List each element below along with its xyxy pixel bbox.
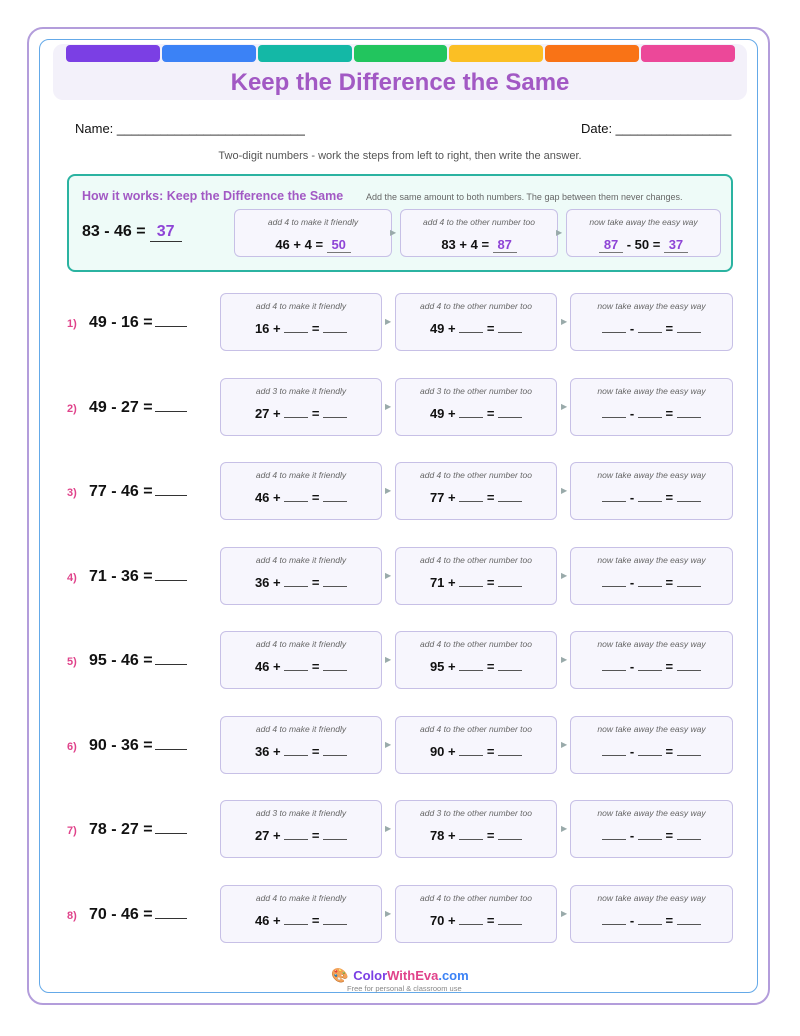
answer-blank[interactable]: [155, 652, 187, 665]
step-left: 46 +: [254, 659, 281, 674]
step-caption: add 4 to make it friendly: [255, 554, 347, 565]
problem-expression: 49 - 27 =: [89, 398, 153, 416]
arrow-right-icon: ▶: [385, 317, 392, 326]
blank[interactable]: [638, 660, 662, 671]
blank[interactable]: [677, 491, 701, 502]
step-caption: now take away the easy way: [597, 470, 706, 480]
step-2-box: [395, 462, 557, 520]
problem-expression: 95 - 46 =: [89, 652, 153, 669]
step-caption: now take away the easy way: [589, 217, 698, 227]
step-equation: 46 + =: [221, 659, 381, 674]
answer-blank[interactable]: [155, 821, 187, 834]
step-caption: add 4 to the other number too: [420, 301, 532, 311]
step-equation: [567, 237, 720, 253]
example-problem-text: 83 - 46 =: [82, 223, 146, 240]
step-2-box: [395, 800, 557, 858]
step-left: 95 +: [429, 659, 456, 674]
arrow-right-icon: ▶: [385, 486, 392, 495]
blank[interactable]: [638, 322, 662, 333]
step-equation: 77 + =: [396, 490, 556, 505]
step-left: 36 +: [254, 743, 281, 759]
step-left: 90 +: [429, 743, 456, 759]
blank[interactable]: [498, 322, 522, 333]
step-caption: add 4 to make it friendly: [255, 639, 347, 649]
blank[interactable]: [284, 829, 308, 840]
step-1-box: [220, 631, 382, 689]
footer: [0, 967, 800, 993]
step-caption: now take away the easy way: [597, 892, 706, 903]
step-equation: 46 + =: [221, 490, 381, 505]
problem-expression: 78 - 27 =: [89, 821, 153, 838]
step-1-box: [220, 716, 382, 774]
blank[interactable]: [323, 660, 347, 671]
blank[interactable]: [323, 491, 347, 502]
step-2-box: [395, 631, 557, 689]
brand-part: WithEva: [387, 968, 439, 983]
step-left: 78 +: [429, 828, 456, 843]
arrow-right-icon: ▶: [561, 908, 568, 918]
page-title: Keep the Difference the Same: [230, 69, 570, 96]
blank[interactable]: [602, 660, 626, 671]
step-equation: 36 + =: [221, 744, 381, 759]
blank[interactable]: [459, 660, 483, 671]
step-equation: 36 + =: [221, 575, 381, 590]
color-bar: [162, 45, 256, 62]
blank[interactable]: [459, 576, 483, 587]
step-3-box: [570, 800, 733, 858]
blank[interactable]: [323, 576, 347, 587]
blank[interactable]: [602, 491, 626, 502]
problem-number: 4): [67, 571, 77, 584]
blank[interactable]: [638, 491, 662, 502]
blank[interactable]: [323, 914, 347, 925]
step-equation: - =: [571, 406, 732, 421]
name-field[interactable]: Name: __________________________: [75, 121, 305, 136]
blank[interactable]: [459, 407, 483, 418]
example-step-1: [234, 209, 392, 257]
blank[interactable]: [638, 745, 662, 756]
step-equation: 27 + =: [221, 828, 381, 843]
problem-number: 7): [67, 825, 77, 837]
blank[interactable]: [677, 829, 701, 840]
step-equation: 95 + =: [396, 659, 556, 674]
blank[interactable]: [677, 322, 701, 333]
step-equation: - =: [571, 490, 732, 505]
problem-expression: 77 - 46 =: [89, 483, 153, 500]
blank[interactable]: [459, 914, 483, 925]
step-2-box: [395, 293, 557, 351]
arrow-right-icon: ▶: [561, 739, 568, 749]
brand-part: .com: [438, 968, 469, 983]
blank[interactable]: [498, 576, 522, 587]
step-2-box: [395, 378, 557, 436]
blank[interactable]: [284, 914, 308, 925]
step-caption: add 4 to make it friendly: [267, 217, 359, 227]
blank[interactable]: [323, 829, 347, 840]
step-caption: add 4 to the other number too: [420, 892, 532, 903]
problem-number: 2): [67, 402, 77, 415]
problem-expression: 49 - 16 =: [89, 314, 153, 331]
blank[interactable]: [677, 745, 701, 756]
date-field[interactable]: Date: ________________: [581, 121, 732, 136]
step-1-box: [220, 378, 382, 436]
arrow-right-icon: ▶: [385, 908, 392, 918]
problem-number: 1): [67, 318, 77, 330]
step-1-box: [220, 800, 382, 858]
step-result: 87: [493, 237, 517, 253]
problem-number: 6): [67, 740, 77, 753]
blank[interactable]: [638, 576, 662, 587]
color-bar: [545, 45, 639, 62]
step-left: 83 + 4 =: [441, 237, 490, 252]
step-equation: [401, 237, 557, 253]
color-bar: [258, 45, 352, 62]
blank[interactable]: [459, 829, 483, 840]
step-equation: - =: [571, 575, 732, 590]
blank[interactable]: [284, 322, 308, 333]
arrow-right-icon: ▶: [390, 228, 397, 237]
step-left: 27 +: [254, 405, 281, 421]
example-step-2: [400, 209, 558, 257]
step-equation: - =: [571, 828, 732, 843]
example-title: How it works: Keep the Difference the Same: [82, 189, 344, 203]
step-caption: add 4 to make it friendly: [255, 892, 347, 903]
step-3-box: [570, 885, 733, 943]
step-3-box: [570, 716, 733, 774]
example-box: [67, 174, 733, 272]
problem-number: 5): [67, 656, 77, 668]
step-left: 70 +: [429, 912, 456, 928]
step-equation: 46 + =: [221, 913, 381, 928]
blank[interactable]: [602, 407, 626, 418]
step-2-box: [395, 885, 557, 943]
step-caption: add 3 to the other number too: [420, 808, 532, 818]
brand-part: Color: [353, 968, 388, 983]
arrow-right-icon: ▶: [561, 486, 568, 495]
step-left: 46 + 4 =: [275, 237, 324, 252]
step-equation: 27 + =: [221, 406, 381, 421]
problem-number: 3): [67, 487, 77, 499]
step-equation: 90 + =: [396, 744, 556, 759]
step-caption: now take away the easy way: [597, 554, 706, 565]
blank[interactable]: [602, 745, 626, 756]
step-caption: add 4 to the other number too: [420, 554, 532, 565]
palette-icon: 🎨: [331, 967, 349, 983]
arrow-right-icon: ▶: [385, 824, 392, 833]
brand-logo: [353, 968, 468, 983]
step-caption: add 4 to the other number too: [420, 470, 532, 480]
step-first: 87: [599, 237, 623, 253]
problem-text: [89, 399, 187, 417]
blank[interactable]: [459, 491, 483, 502]
step-equation: [235, 237, 391, 253]
step-caption: add 4 to the other number too: [420, 639, 532, 649]
blank[interactable]: [677, 407, 701, 418]
answer-blank[interactable]: [155, 568, 187, 581]
blank[interactable]: [677, 576, 701, 587]
blank[interactable]: [284, 745, 308, 756]
blank[interactable]: [677, 914, 701, 925]
step-3-box: [570, 547, 733, 605]
answer-blank[interactable]: [155, 906, 187, 919]
problem-text: [89, 906, 187, 924]
step-caption: now take away the easy way: [597, 385, 706, 396]
blank[interactable]: [498, 829, 522, 840]
step-left: 49 +: [429, 405, 456, 421]
step-2-box: [395, 716, 557, 774]
step-left: 46 +: [254, 912, 281, 928]
blank[interactable]: [602, 576, 626, 587]
blank[interactable]: [459, 745, 483, 756]
step-caption: now take away the easy way: [597, 723, 706, 734]
color-bar: [354, 45, 448, 62]
step-caption: add 4 to the other number too: [423, 217, 535, 227]
step-left: 71 +: [429, 574, 456, 590]
step-caption: now take away the easy way: [597, 301, 706, 311]
step-1-box: [220, 293, 382, 351]
arrow-right-icon: ▶: [385, 655, 392, 664]
step-equation: - =: [571, 321, 732, 336]
problem-expression: 90 - 36 =: [89, 736, 153, 754]
answer-blank[interactable]: [155, 314, 187, 327]
blank[interactable]: [498, 745, 522, 756]
step-caption: now take away the easy way: [597, 808, 706, 818]
step-caption: add 4 to make it friendly: [255, 723, 347, 734]
step-3-box: [570, 631, 733, 689]
blank[interactable]: [323, 407, 347, 418]
step-equation: 16 + =: [221, 321, 381, 336]
answer-blank[interactable]: [155, 737, 187, 750]
step-3-box: [570, 378, 733, 436]
problem-text: [89, 568, 187, 586]
color-bars: [66, 45, 735, 62]
blank[interactable]: [602, 914, 626, 925]
step-caption: now take away the easy way: [597, 639, 706, 649]
answer-blank[interactable]: [155, 483, 187, 496]
problem-number: 8): [67, 909, 77, 922]
step-caption: add 3 to make it friendly: [255, 808, 347, 818]
step-result: 50: [327, 237, 351, 253]
blank[interactable]: [602, 829, 626, 840]
problem-text: [89, 483, 187, 501]
problem-text: [89, 314, 187, 332]
blank[interactable]: [638, 914, 662, 925]
step-mid: - 50 =: [626, 237, 661, 252]
blank[interactable]: [498, 660, 522, 671]
problem-text: [89, 737, 187, 755]
problem-expression: 71 - 36 =: [89, 567, 153, 585]
arrow-right-icon: ▶: [556, 228, 563, 237]
arrow-right-icon: ▶: [385, 739, 392, 749]
example-problem: [82, 223, 182, 242]
arrow-right-icon: ▶: [385, 570, 392, 580]
blank[interactable]: [677, 660, 701, 671]
problem-expression: 70 - 46 =: [89, 905, 153, 923]
color-bar: [66, 45, 160, 62]
blank[interactable]: [323, 322, 347, 333]
step-left: 49 +: [429, 321, 456, 336]
step-equation: 49 + =: [396, 406, 556, 421]
blank[interactable]: [638, 407, 662, 418]
arrow-right-icon: ▶: [561, 570, 568, 580]
instructions: Two-digit numbers - work the steps from left to right, then write the answer.: [218, 150, 582, 162]
arrow-right-icon: ▶: [561, 317, 568, 326]
blank[interactable]: [459, 322, 483, 333]
answer-blank[interactable]: [155, 399, 187, 412]
step-caption: add 4 to the other number too: [420, 723, 532, 734]
blank[interactable]: [498, 491, 522, 502]
step-equation: 78 + =: [396, 828, 556, 843]
example-answer: 37: [150, 223, 182, 242]
step-2-box: [395, 547, 557, 605]
blank[interactable]: [284, 407, 308, 418]
color-bar: [449, 45, 543, 62]
step-caption: add 4 to make it friendly: [255, 301, 347, 311]
step-left: 77 +: [429, 490, 456, 505]
step-equation: - =: [571, 744, 732, 759]
step-equation: 70 + =: [396, 913, 556, 928]
step-1-box: [220, 462, 382, 520]
step-caption: add 3 to make it friendly: [255, 385, 347, 396]
step-caption: add 4 to make it friendly: [255, 470, 347, 480]
blank[interactable]: [602, 322, 626, 333]
step-left: 16 +: [254, 321, 281, 336]
step-equation: - =: [571, 659, 732, 674]
blank[interactable]: [498, 914, 522, 925]
step-3-box: [570, 293, 733, 351]
blank[interactable]: [498, 407, 522, 418]
step-result: 37: [664, 237, 688, 253]
example-note: Add the same amount to both numbers. The gap between them never changes.: [366, 192, 683, 202]
step-left: 27 +: [254, 828, 281, 843]
example-step-3: [566, 209, 721, 257]
blank[interactable]: [638, 829, 662, 840]
step-equation: 49 + =: [396, 321, 556, 336]
step-equation: - =: [571, 913, 732, 928]
step-3-box: [570, 462, 733, 520]
step-caption: add 3 to the other number too: [420, 385, 532, 396]
step-left: 46 +: [254, 490, 281, 505]
arrow-right-icon: ▶: [561, 824, 568, 833]
step-left: 36 +: [254, 574, 281, 590]
blank[interactable]: [284, 660, 308, 671]
arrow-right-icon: ▶: [561, 401, 568, 411]
arrow-right-icon: ▶: [385, 401, 392, 411]
blank[interactable]: [323, 745, 347, 756]
footer-tagline: Free for personal & classroom use: [347, 984, 462, 993]
step-equation: 71 + =: [396, 575, 556, 590]
blank[interactable]: [284, 491, 308, 502]
problem-text: [89, 821, 187, 839]
step-1-box: [220, 547, 382, 605]
step-1-box: [220, 885, 382, 943]
color-bar: [641, 45, 735, 62]
arrow-right-icon: ▶: [561, 655, 568, 664]
problem-text: [89, 652, 187, 670]
blank[interactable]: [284, 576, 308, 587]
